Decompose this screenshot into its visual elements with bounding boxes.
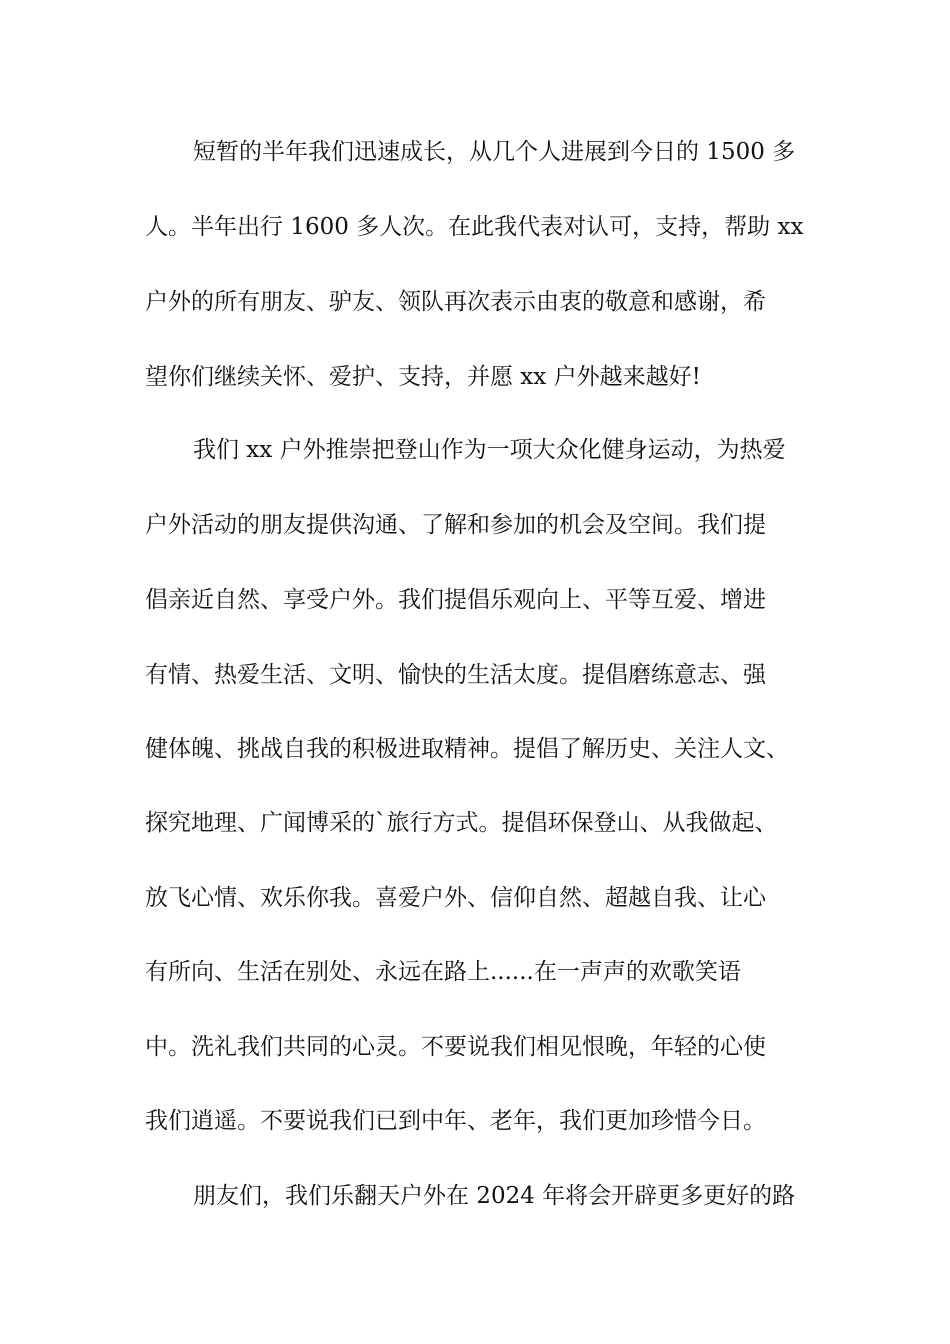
paragraph-3-line-1: 朋友们，我们乐翻天户外在 2024 年将会开辟更多更好的路	[193, 1183, 796, 1209]
paragraph-2-line-9: 中。洗礼我们共同的心灵。不要说我们相见恨晚，年轻的心使	[145, 1034, 766, 1060]
paragraph-2-line-6: 探究地理、广闻博采的`旅行方式。提倡环保登山、从我做起、	[145, 810, 778, 836]
paragraph-2-line-3: 倡亲近自然、享受户外。我们提倡乐观向上、平等互爱、增进	[145, 587, 766, 613]
paragraph-1-line-4: 望你们继续关怀、爱护、支持，并愿 xx 户外越来越好!	[145, 364, 701, 390]
paragraph-2-line-5: 健体魄、挑战自我的积极进取精神。提倡了解历史、关注人文、	[145, 736, 789, 762]
paragraph-2-line-4: 有情、热爱生活、文明、愉快的生活太度。提倡磨练意志、强	[145, 662, 766, 688]
paragraph-1-line-2: 人。半年出行 1600 多人次。在此我代表对认可，支持，帮助 xx	[145, 214, 804, 240]
paragraph-2-line-7: 放飞心情、欢乐你我。喜爱户外、信仰自然、超越自我、让心	[145, 885, 766, 911]
paragraph-1-line-1: 短暂的半年我们迅速成长，从几个人进展到今日的 1500 多	[193, 139, 796, 165]
paragraph-2-line-8: 有所向、生活在别处、永远在路上......在一声声的欢歌笑语	[145, 959, 741, 985]
paragraph-2-line-1: 我们 xx 户外推崇把登山作为一项大众化健身运动，为热爱	[193, 437, 786, 463]
paragraph-2-line-10: 我们逍遥。不要说我们已到中年、老年，我们更加珍惜今日。	[145, 1108, 766, 1134]
paragraph-2-line-2: 户外活动的朋友提供沟通、了解和参加的机会及空间。我们提	[145, 512, 766, 538]
paragraph-1-line-3: 户外的所有朋友、驴友、领队再次表示由衷的敬意和感谢，希	[145, 289, 766, 315]
